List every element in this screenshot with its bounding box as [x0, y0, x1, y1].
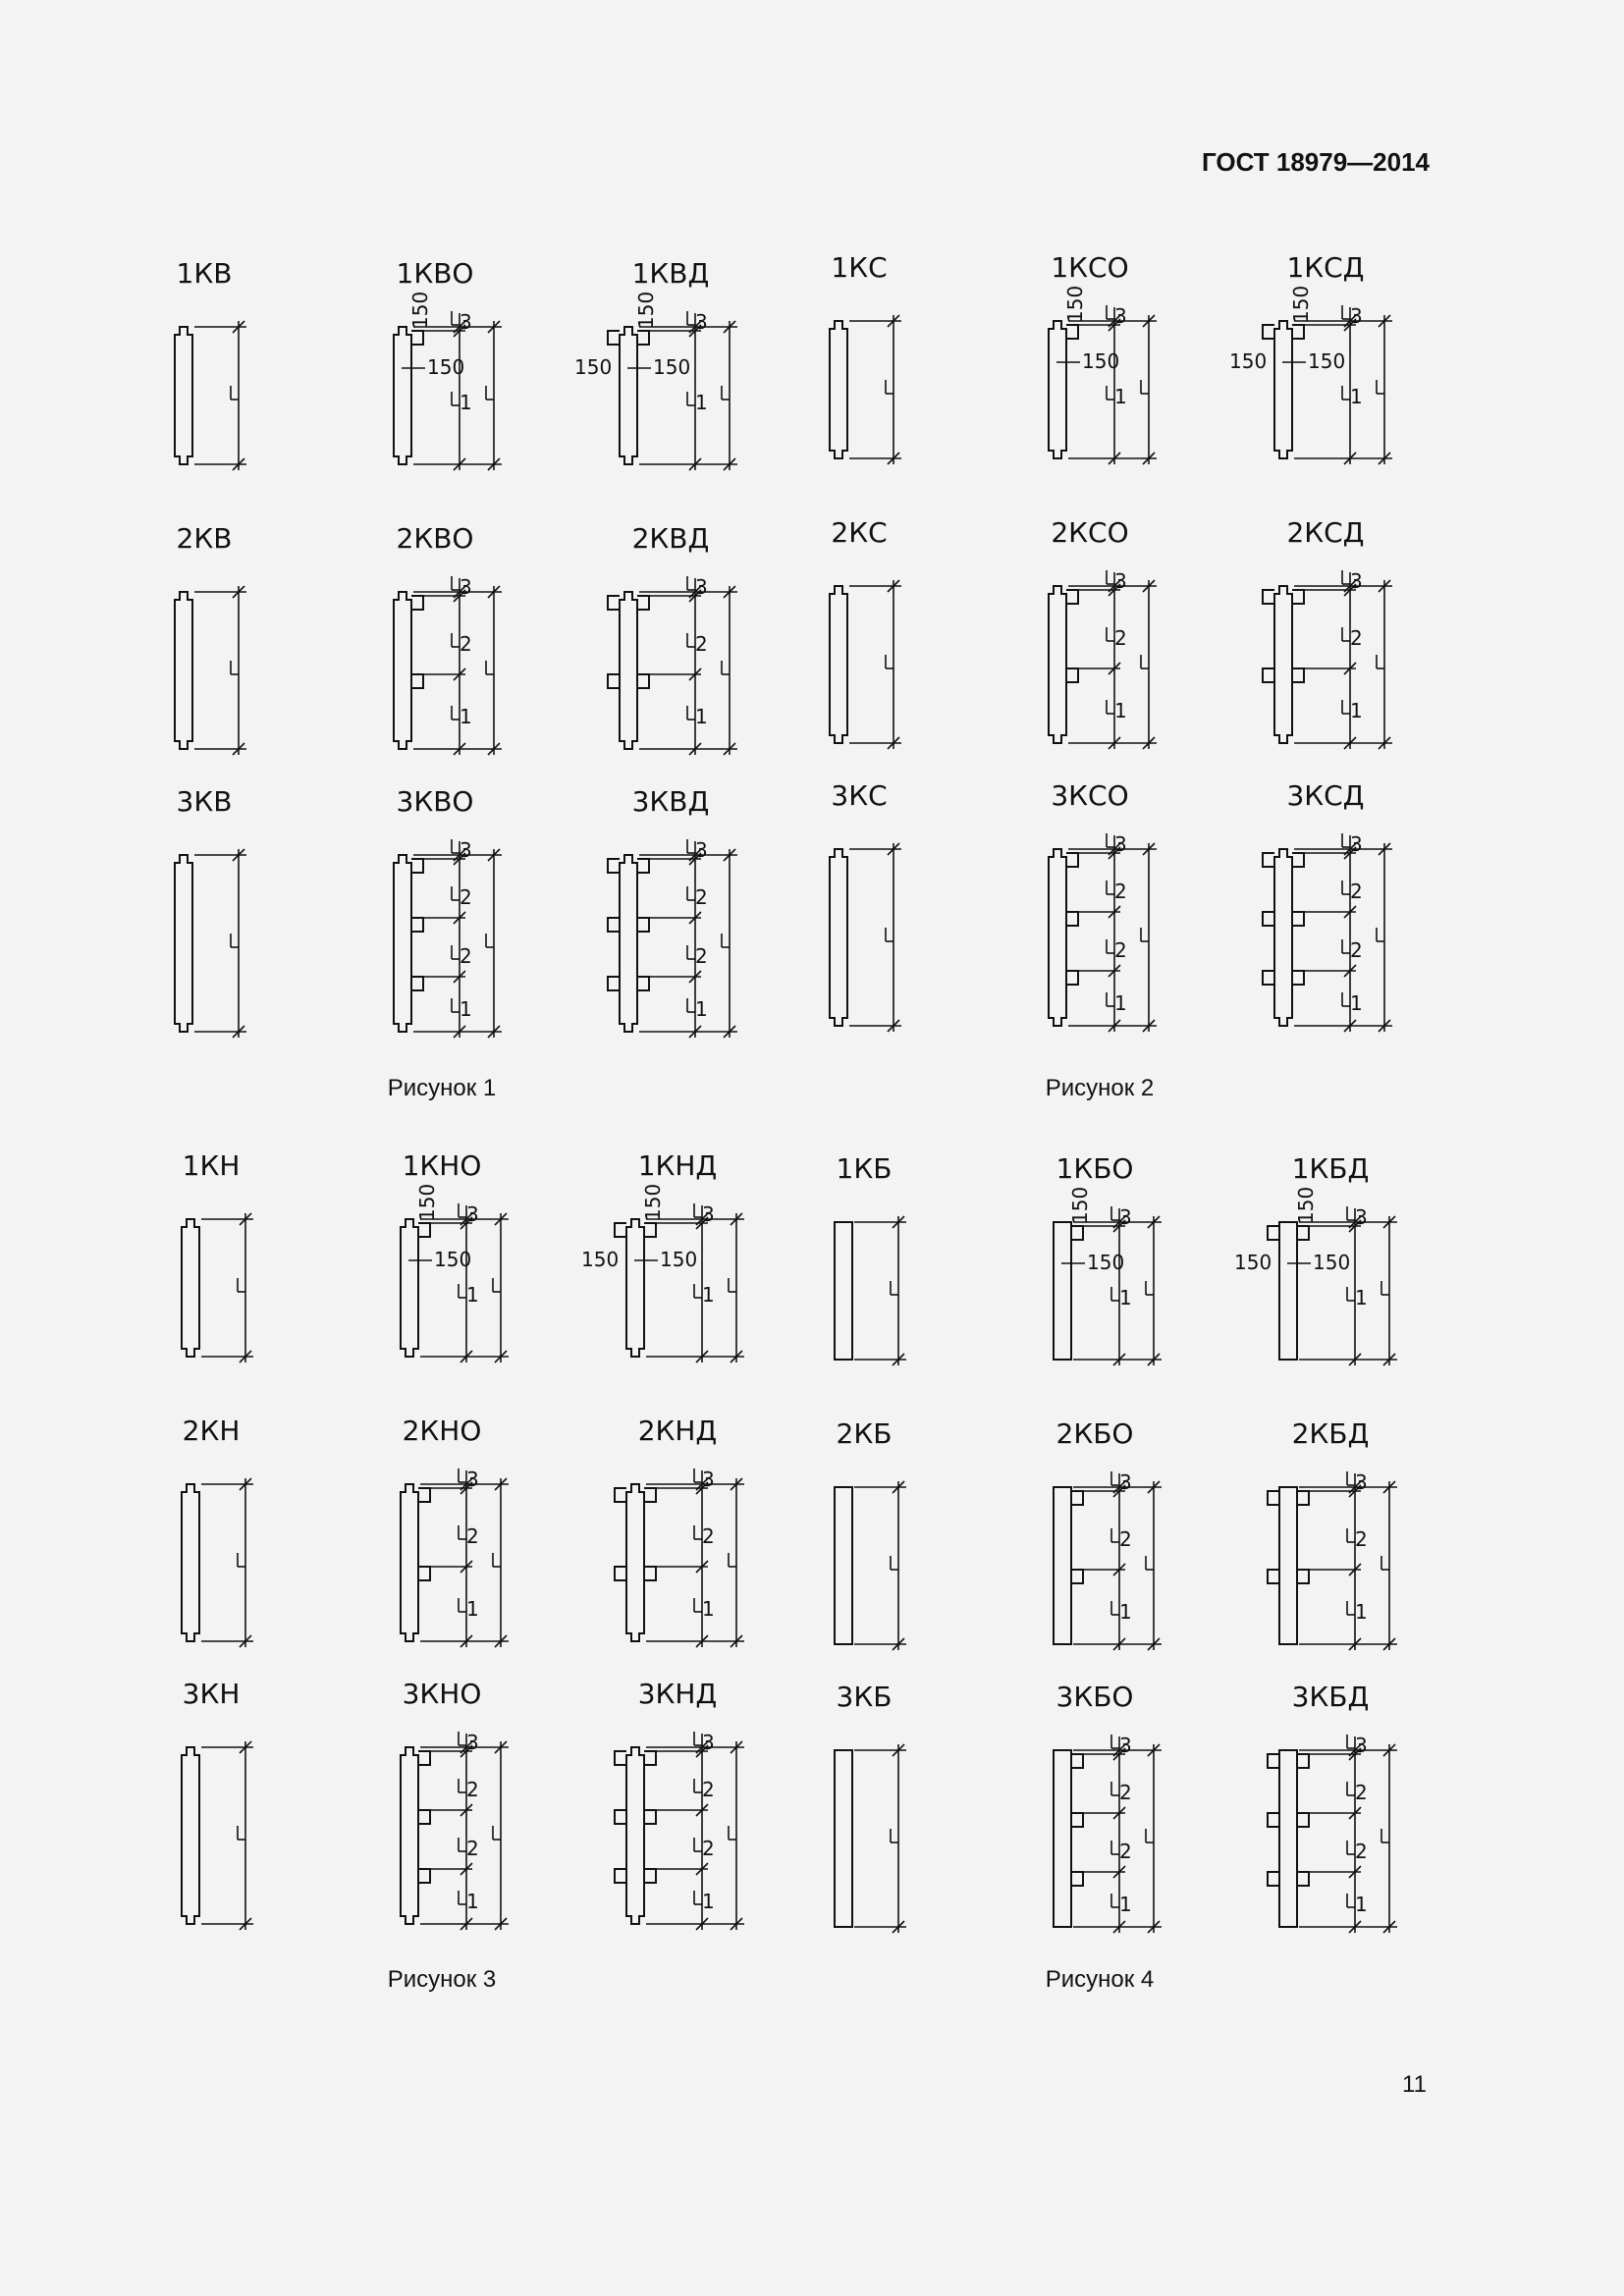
- svg-text:3: 3: [695, 838, 708, 862]
- svg-text:3: 3: [460, 575, 472, 599]
- dimension-label: 150: [574, 355, 613, 379]
- svg-text:3: 3: [1114, 832, 1127, 856]
- svg-text:1: 1: [695, 391, 708, 414]
- svg-text:3: 3: [1350, 569, 1363, 593]
- svg-text:3: 3: [466, 1468, 479, 1491]
- column-schematic: [830, 251, 901, 464]
- svg-text:2: 2: [1119, 1527, 1132, 1551]
- svg-text:2: 2: [702, 1524, 715, 1548]
- dimension-label: 150: [634, 291, 658, 329]
- column-type-label: 3КНД: [637, 1678, 718, 1710]
- svg-text:2: 2: [702, 1778, 715, 1801]
- svg-text:2: 2: [702, 1837, 715, 1860]
- column-type-label: 3КБО: [1056, 1681, 1134, 1713]
- svg-text:1: 1: [466, 1890, 479, 1913]
- column-schematic: [830, 516, 901, 749]
- dimension-label: 150: [1289, 285, 1313, 323]
- svg-text:3: 3: [1355, 1734, 1368, 1757]
- column-schematic: [1054, 1417, 1162, 1650]
- column-schematic: [1049, 251, 1157, 464]
- column-type-label: 1КС: [831, 251, 888, 284]
- svg-text:2: 2: [466, 1524, 479, 1548]
- column-schematic: [608, 522, 737, 755]
- column-schematic: [394, 785, 502, 1038]
- dimension-label: 150: [1308, 349, 1346, 373]
- column-type-label: 3КСО: [1051, 779, 1129, 812]
- column-schematic: [175, 522, 246, 755]
- column-type-label: 1КСО: [1051, 251, 1129, 284]
- svg-text:2: 2: [1350, 880, 1363, 903]
- document-header: ГОСТ 18979—2014: [1202, 147, 1430, 177]
- svg-text:1: 1: [695, 997, 708, 1021]
- svg-text:1: 1: [1119, 1286, 1132, 1309]
- dimension-label: 150: [641, 1183, 665, 1221]
- column-type-label: 3КБД: [1291, 1681, 1370, 1713]
- column-schematic: [175, 785, 246, 1038]
- column-type-label: 2КСД: [1286, 516, 1365, 549]
- column-type-label: 2КВД: [631, 522, 710, 555]
- svg-text:1: 1: [1119, 1893, 1132, 1916]
- column-schematic: [835, 1152, 906, 1365]
- svg-text:2: 2: [1355, 1781, 1368, 1804]
- dimension-label: 150: [408, 291, 432, 329]
- dimension-label: 150: [415, 1183, 439, 1221]
- dimension-label: 150: [1063, 285, 1087, 323]
- dimension-label: 150: [1229, 349, 1268, 373]
- svg-text:3: 3: [1355, 1470, 1368, 1494]
- column-type-label: 1КБ: [836, 1152, 893, 1185]
- column-schematic: [401, 1415, 509, 1647]
- svg-text:1: 1: [460, 391, 472, 414]
- column-type-label: 2КНД: [637, 1415, 718, 1447]
- svg-text:2: 2: [695, 632, 708, 656]
- column-schematic: [182, 1149, 253, 1362]
- svg-text:2: 2: [466, 1778, 479, 1801]
- svg-text:3: 3: [702, 1731, 715, 1754]
- caption-figure-1: Рисунок 1: [387, 1075, 497, 1101]
- column-type-label: 2КС: [831, 516, 888, 549]
- svg-text:3: 3: [702, 1202, 715, 1226]
- column-schematic: [401, 1678, 509, 1930]
- svg-text:3: 3: [1119, 1734, 1132, 1757]
- column-schematic: [615, 1678, 744, 1930]
- column-type-label: 3КС: [831, 779, 888, 812]
- svg-text:1: 1: [1355, 1600, 1368, 1624]
- svg-text:3: 3: [1119, 1470, 1132, 1494]
- svg-text:3: 3: [1119, 1205, 1132, 1229]
- column-type-label: 1КБО: [1056, 1152, 1134, 1185]
- dimension-label: 150: [1068, 1186, 1092, 1224]
- dimension-label: 150: [1082, 349, 1120, 373]
- column-type-label: 3КВ: [176, 785, 233, 818]
- dimension-label: 150: [581, 1248, 620, 1271]
- svg-text:1: 1: [702, 1597, 715, 1621]
- column-schematic: [574, 257, 737, 470]
- column-schematic: [830, 779, 901, 1032]
- svg-text:1: 1: [695, 705, 708, 728]
- column-type-label: 3КБ: [836, 1681, 893, 1713]
- column-type-label: 2КНО: [402, 1415, 482, 1447]
- column-schematic: [835, 1417, 906, 1650]
- column-schematic: [182, 1415, 253, 1647]
- svg-text:1: 1: [460, 997, 472, 1021]
- svg-text:2: 2: [1114, 880, 1127, 903]
- svg-text:3: 3: [1355, 1205, 1368, 1229]
- svg-text:2: 2: [1355, 1527, 1368, 1551]
- column-type-label: 1КВ: [176, 257, 233, 290]
- column-schematic: [1263, 516, 1392, 749]
- column-type-label: 3КВД: [631, 785, 710, 818]
- column-schematic: [1263, 779, 1392, 1032]
- svg-text:3: 3: [702, 1468, 715, 1491]
- svg-text:2: 2: [1119, 1781, 1132, 1804]
- column-schematic: [394, 522, 502, 755]
- column-schematic: [1054, 1681, 1162, 1933]
- column-type-label: 3КНО: [402, 1678, 482, 1710]
- dimension-label: 150: [434, 1248, 472, 1271]
- svg-text:2: 2: [460, 632, 472, 656]
- svg-text:3: 3: [695, 575, 708, 599]
- svg-text:1: 1: [1355, 1286, 1368, 1309]
- column-schematic: [1229, 251, 1392, 464]
- column-type-label: 1КН: [182, 1149, 241, 1182]
- column-schematic: [608, 785, 737, 1038]
- svg-text:1: 1: [466, 1597, 479, 1621]
- column-type-label: 1КНО: [402, 1149, 482, 1182]
- svg-text:2: 2: [1355, 1840, 1368, 1863]
- column-type-label: 1КСД: [1286, 251, 1365, 284]
- svg-text:3: 3: [1350, 832, 1363, 856]
- column-type-label: 1КНД: [637, 1149, 718, 1182]
- svg-text:2: 2: [695, 885, 708, 909]
- column-type-label: 2КБО: [1056, 1417, 1134, 1450]
- svg-text:1: 1: [702, 1283, 715, 1307]
- svg-text:2: 2: [460, 944, 472, 968]
- svg-text:1: 1: [1350, 385, 1363, 408]
- caption-figure-2: Рисунок 2: [1045, 1075, 1155, 1101]
- column-schematic: [401, 1149, 509, 1362]
- column-schematic: [175, 257, 246, 470]
- svg-text:1: 1: [702, 1890, 715, 1913]
- svg-text:1: 1: [466, 1283, 479, 1307]
- dimension-label: 150: [1234, 1251, 1272, 1274]
- svg-text:3: 3: [1114, 304, 1127, 328]
- column-schematic: [394, 257, 502, 470]
- svg-text:3: 3: [695, 310, 708, 334]
- column-type-label: 2КВО: [396, 522, 474, 555]
- column-schematic: [835, 1681, 906, 1933]
- svg-text:3: 3: [1114, 569, 1127, 593]
- svg-text:2: 2: [1119, 1840, 1132, 1863]
- svg-text:1: 1: [1114, 385, 1127, 408]
- dimension-label: 150: [660, 1248, 698, 1271]
- svg-text:1: 1: [1119, 1600, 1132, 1624]
- svg-text:2: 2: [466, 1837, 479, 1860]
- column-schematic: [1234, 1152, 1397, 1365]
- column-schematic: [1054, 1152, 1162, 1365]
- svg-text:3: 3: [460, 310, 472, 334]
- dimension-label: 150: [1294, 1186, 1318, 1224]
- column-type-label: 1КВД: [631, 257, 710, 290]
- svg-text:2: 2: [1350, 938, 1363, 962]
- column-schematic: [581, 1149, 744, 1362]
- svg-text:2: 2: [460, 885, 472, 909]
- svg-text:2: 2: [1114, 938, 1127, 962]
- svg-text:3: 3: [466, 1202, 479, 1226]
- column-schematic: [1268, 1417, 1397, 1650]
- svg-text:1: 1: [1350, 991, 1363, 1015]
- dimension-label: 150: [1313, 1251, 1351, 1274]
- page-number: 11: [1402, 2071, 1427, 2098]
- column-schematic: [1049, 779, 1157, 1032]
- svg-text:1: 1: [1114, 991, 1127, 1015]
- svg-text:1: 1: [460, 705, 472, 728]
- column-schematic: [1268, 1681, 1397, 1933]
- column-schematic: [615, 1415, 744, 1647]
- column-type-label: 3КН: [182, 1678, 241, 1710]
- svg-text:2: 2: [1350, 626, 1363, 650]
- column-type-label: 1КБД: [1291, 1152, 1370, 1185]
- column-type-label: 2КБ: [836, 1417, 893, 1450]
- svg-text:1: 1: [1114, 699, 1127, 722]
- dimension-label: 150: [653, 355, 691, 379]
- column-type-label: 3КСД: [1286, 779, 1365, 812]
- column-schematic: [1049, 516, 1157, 749]
- column-type-label: 2КВ: [176, 522, 233, 555]
- caption-figure-4: Рисунок 4: [1045, 1966, 1155, 1993]
- svg-text:1: 1: [1350, 699, 1363, 722]
- svg-text:2: 2: [695, 944, 708, 968]
- svg-text:3: 3: [460, 838, 472, 862]
- column-type-label: 2КН: [182, 1415, 241, 1447]
- column-type-label: 3КВО: [396, 785, 474, 818]
- dimension-label: 150: [427, 355, 465, 379]
- svg-text:1: 1: [1355, 1893, 1368, 1916]
- column-schematic: [182, 1678, 253, 1930]
- column-type-label: 1КВО: [396, 257, 474, 290]
- svg-text:3: 3: [1350, 304, 1363, 328]
- caption-figure-3: Рисунок 3: [387, 1966, 497, 1993]
- column-type-label: 2КБД: [1291, 1417, 1370, 1450]
- column-type-label: 2КСО: [1051, 516, 1129, 549]
- dimension-label: 150: [1087, 1251, 1125, 1274]
- svg-text:2: 2: [1114, 626, 1127, 650]
- svg-text:3: 3: [466, 1731, 479, 1754]
